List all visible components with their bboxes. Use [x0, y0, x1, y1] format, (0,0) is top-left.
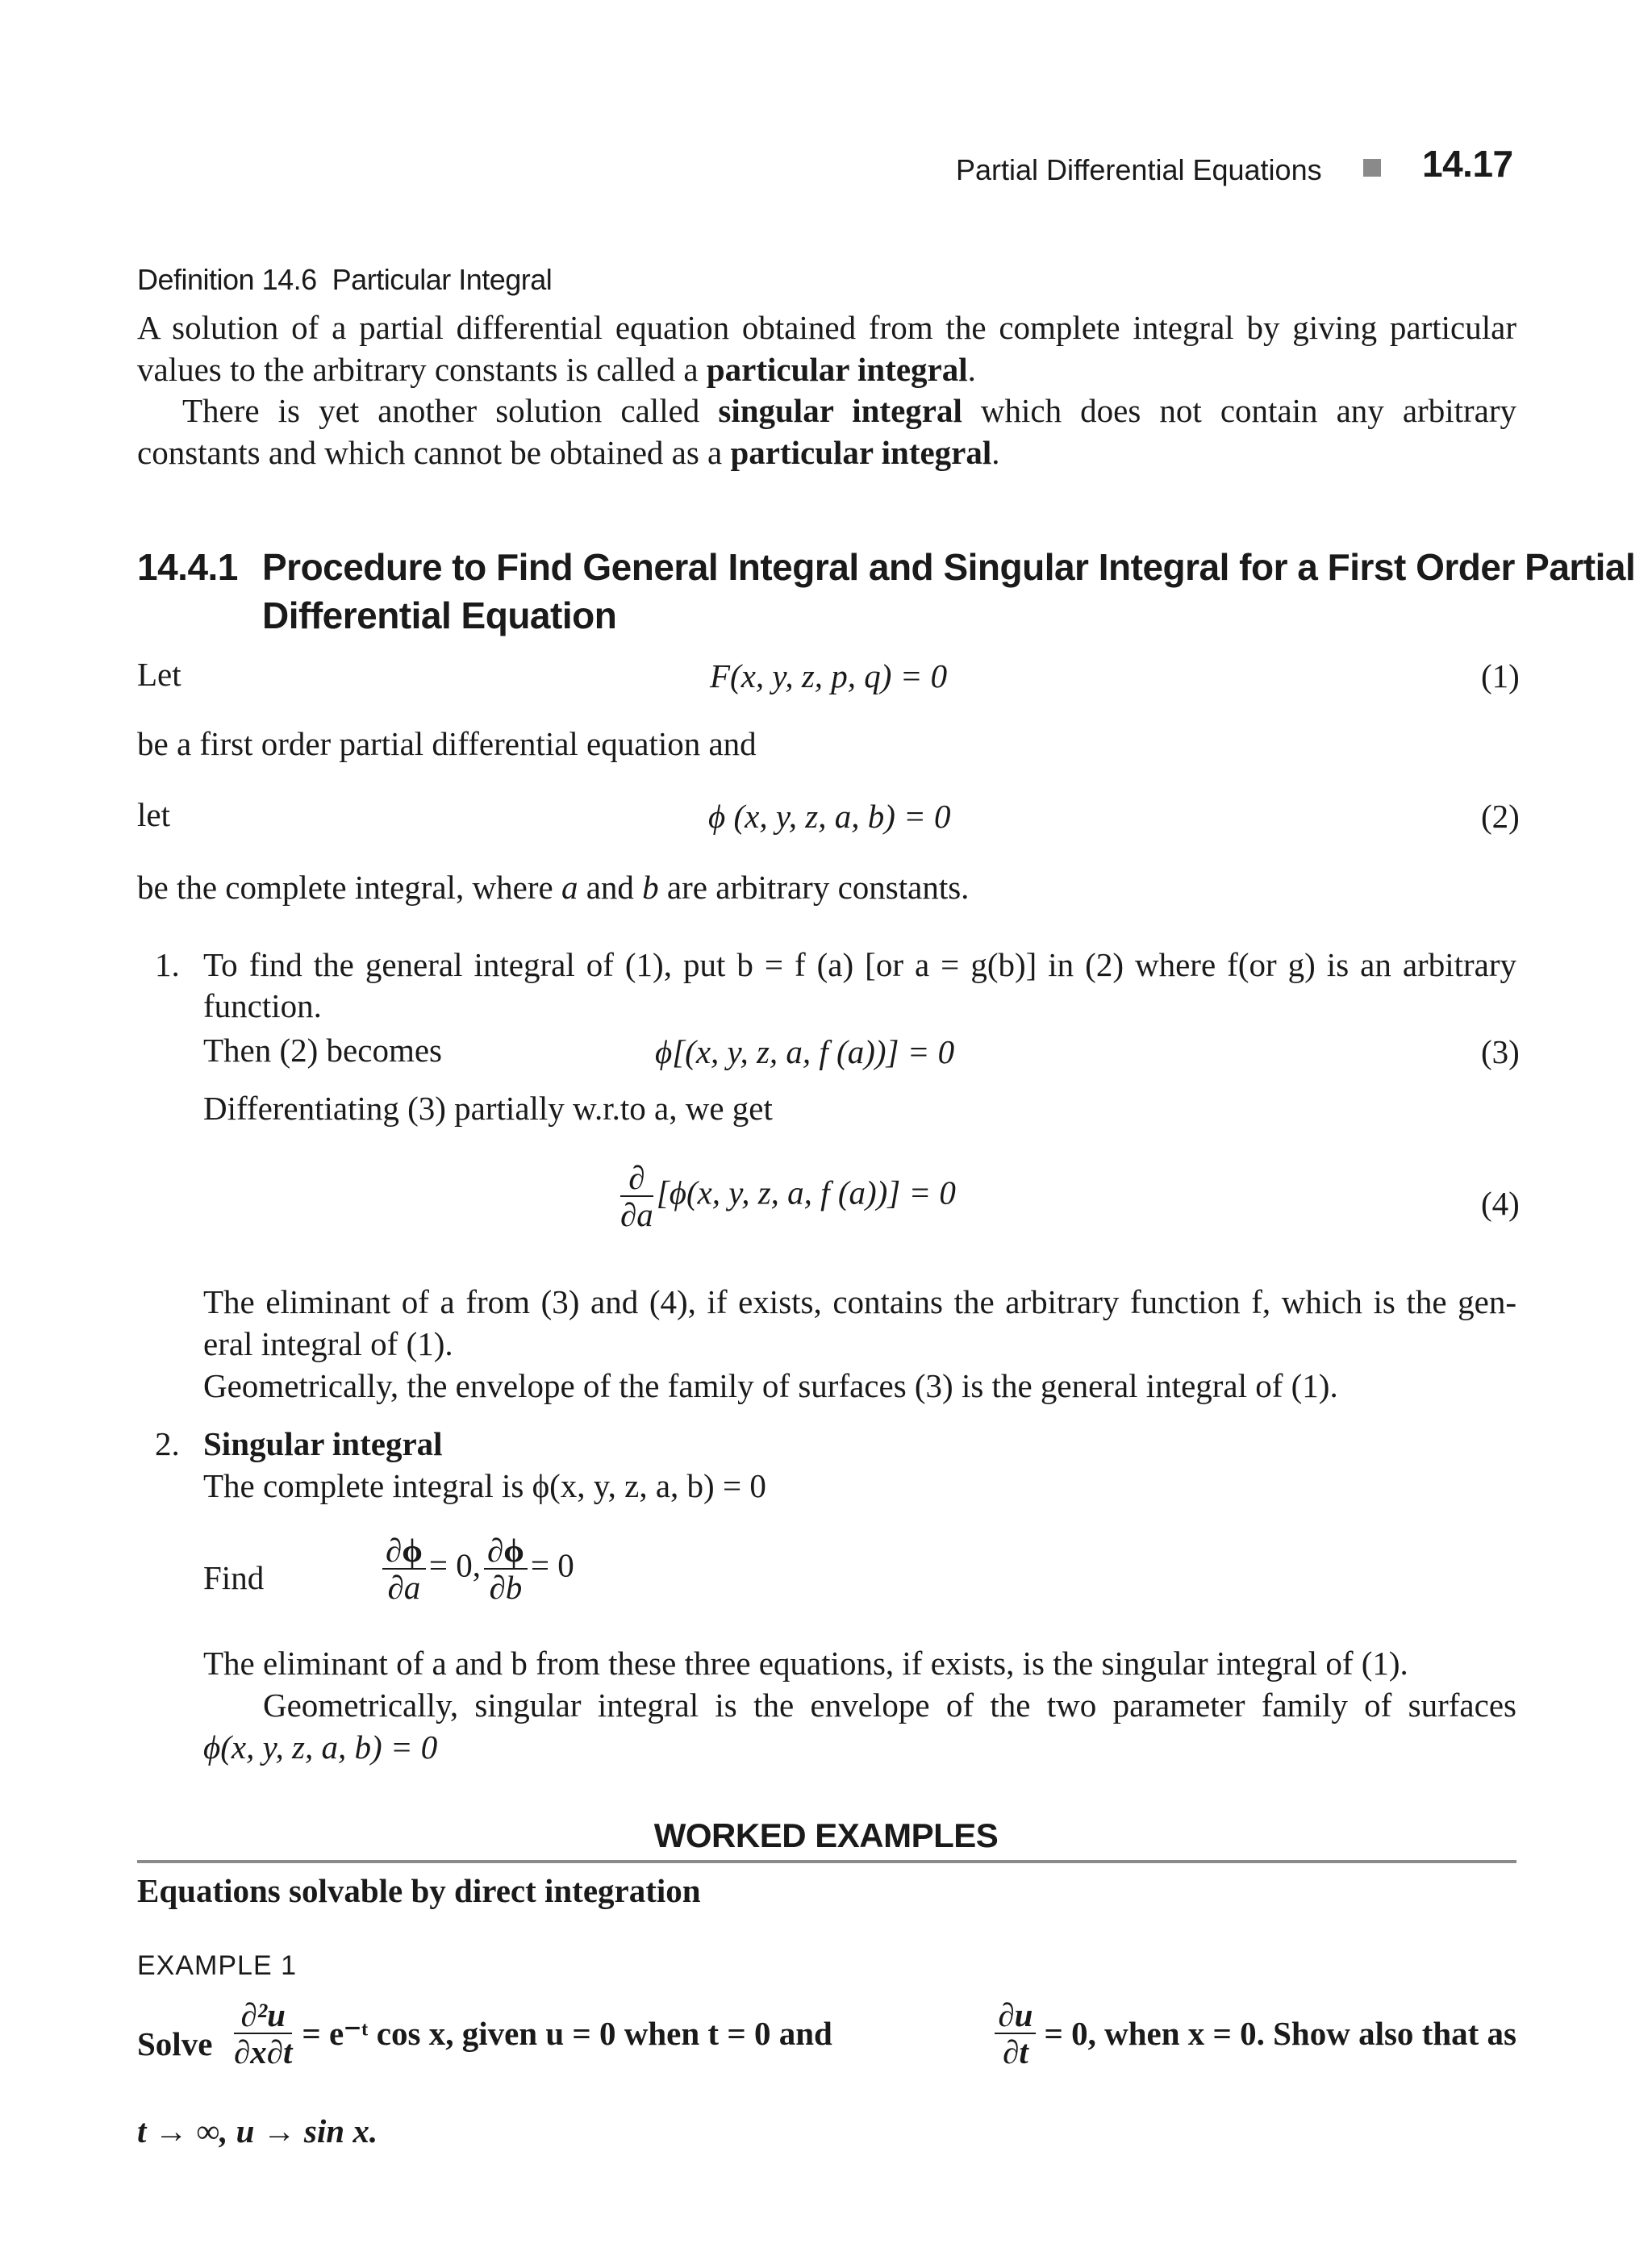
- example-problem-line2: t → ∞, u → sin x.: [137, 2112, 378, 2150]
- item1-marker: 1.: [155, 946, 180, 983]
- geometric-line-1: Geometrically, the envelope of the family of surfaces (3) is the general integral of (1).: [203, 1367, 1338, 1404]
- solve-label: Solve: [137, 2025, 213, 2062]
- section-title-line2: Differential Equation: [262, 594, 617, 636]
- equation-2: ϕ (x, y, z, a, b) = 0: [708, 798, 951, 835]
- let-label-1: Let: [137, 656, 181, 693]
- singular-integral-title: Singular integral: [203, 1425, 443, 1462]
- find-label: Find: [203, 1559, 265, 1596]
- singular-eliminant-line: The eliminant of a and b from these three equations, if exists, is the singular integral of (1).: [203, 1645, 1408, 1682]
- item2-marker: 2.: [155, 1425, 180, 1462]
- du-dt-fraction: $\frac{\partial u}{\partial t}$: [995, 1997, 1036, 2070]
- example-label: EXAMPLE 1: [137, 1950, 297, 1981]
- section-number: 14.4.1: [137, 546, 238, 588]
- dphi-db-fraction: $\frac{\partial\phi}{\partial b}$: [484, 1532, 528, 1605]
- complete-integral-line: The complete integral is ϕ(x, y, z, a, b) = 0: [203, 1467, 766, 1504]
- definition-label: Definition 14.6: [137, 263, 317, 296]
- page-number: 14.17: [1422, 143, 1513, 185]
- eliminant-line1: The eliminant of a from (3) and (4), if exists, contains the arbitrary function f, which is the gen-: [203, 1283, 1516, 1320]
- section-title-line1: Procedure to Find General Integral and Singular Integral for a First Order Partial: [262, 546, 1636, 588]
- singular-geometric-line1: Geometrically, singular integral is the envelope of the two parameter family of surfaces: [263, 1687, 1516, 1724]
- dphi-da-fraction: $\frac{\partial\phi}{\partial a}$: [382, 1532, 426, 1605]
- definition-p2-line2: constants and which cannot be obtained as a particular integral.: [137, 434, 1000, 471]
- eliminant-line2: eral integral of (1).: [203, 1325, 453, 1362]
- equation-2-number: (2): [1481, 798, 1520, 835]
- equation-3: ϕ[(x, y, z, a, f (a))] = 0: [655, 1033, 955, 1070]
- equation-1-number: (1): [1481, 657, 1520, 694]
- worked-subheading: Equations solvable by direct integration: [137, 1872, 701, 1909]
- definition-title: Particular Integral: [332, 263, 553, 296]
- then-label: Then (2) becomes: [203, 1032, 442, 1069]
- header-square-icon: [1363, 159, 1381, 177]
- text-after-eq2: be the complete integral, where a and b are arbitrary constants.: [137, 869, 970, 906]
- let-label-2: let: [137, 796, 170, 833]
- running-title: Partial Differential Equations: [956, 153, 1322, 186]
- find-equations: $\frac{\partial\phi}{\partial a}$ = 0, $\frac{\partial\phi}{\partial b}$ = 0: [379, 1532, 574, 1605]
- equation-1: F(x, y, z, p, q) = 0: [710, 657, 948, 694]
- example-problem-line1: $\frac{\text{∂²u}}{\partial x\partial t}$ = e⁻ᵗ cos x, given u = 0 when t = 0 and $\frac{\partial u}{\partial t}$ = 0, when x = 0. Show also that as: [234, 1996, 1516, 2070]
- definition-heading: [137, 263, 552, 297]
- item1-line1: To find the general integral of (1), put b = f (a) [or a = g(b)] in (2) where f(or g) is an arbitrary: [203, 946, 1516, 983]
- equation-4-number: (4): [1481, 1185, 1520, 1222]
- equation-3-number: (3): [1481, 1033, 1520, 1070]
- differentiating-line: Differentiating (3) partially w.r.to a, we get: [203, 1090, 773, 1127]
- definition-p1-line1: A solution of a partial differential equation obtained from the complete integral by giving particular: [137, 309, 1516, 346]
- partial-a-fraction: $\frac{\partial}{\partial a}$: [620, 1159, 653, 1233]
- d2u-dxdt-fraction: $\frac{\text{∂²u}}{\partial x\partial t}$: [234, 1996, 293, 2070]
- equation-4: $\frac{\partial}{\partial a}$ [ϕ(x, y, z, a, f (a))] = 0: [620, 1159, 956, 1233]
- worked-examples-rule: [137, 1860, 1516, 1863]
- definition-p2-line1: There is yet another solution called singular integral which does not contain any arbitrary: [182, 392, 1516, 429]
- item1-line2: function.: [203, 987, 322, 1024]
- definition-p1-line2: values to the arbitrary constants is called a particular integral.: [137, 351, 976, 388]
- text-after-eq1: be a first order partial differential equation and: [137, 725, 757, 762]
- singular-geometric-line2: ϕ(x, y, z, a, b) = 0: [203, 1728, 438, 1766]
- worked-examples-heading: WORKED EXAMPLES: [653, 1816, 999, 1854]
